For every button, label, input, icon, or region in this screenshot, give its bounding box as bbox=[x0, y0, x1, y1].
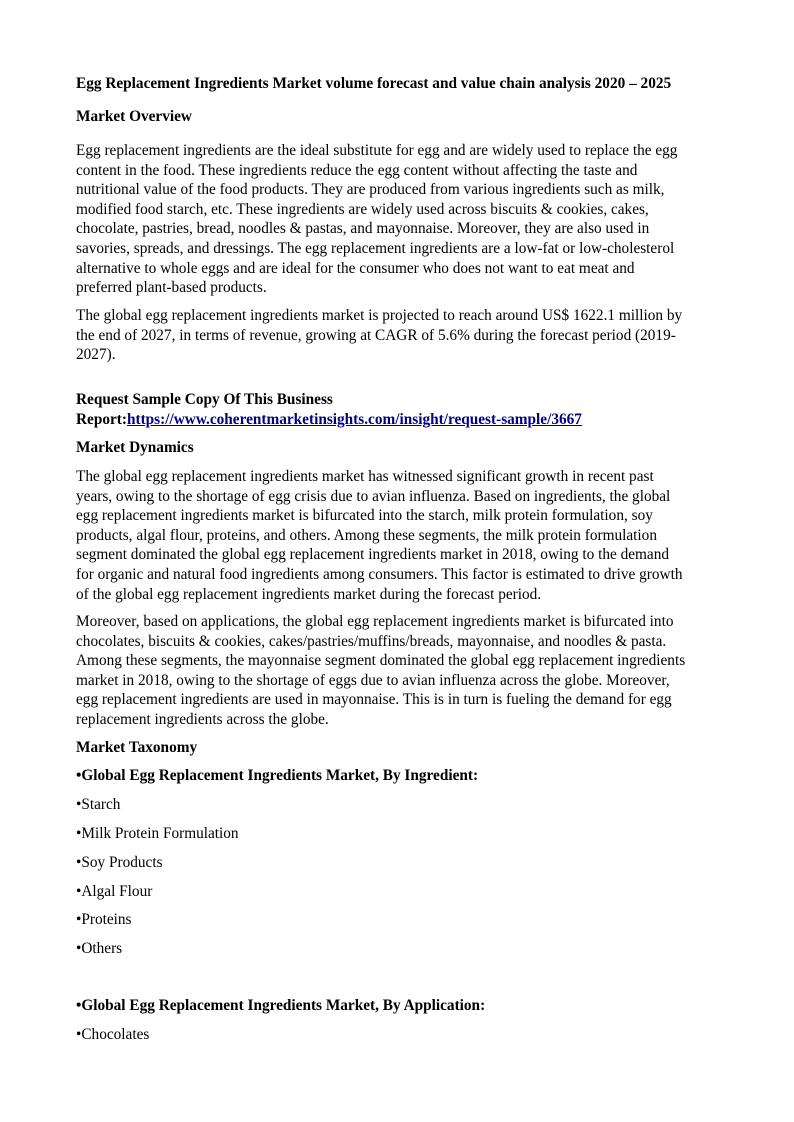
list-item: •Milk Protein Formulation bbox=[76, 825, 239, 842]
dynamics-paragraph-2 bbox=[76, 612, 736, 730]
paragraph-line: the end of 2027, in terms of revenue, growing at CAGR of 5.6% during the forecast period (2019- bbox=[76, 326, 676, 344]
document-title: Egg Replacement Ingredients Market volume forecast and value chain analysis 2020 – 2025 bbox=[76, 75, 672, 92]
request-sample-link[interactable]: https://www.coherentmarketinsights.com/insight/request-sample/3667 bbox=[126, 410, 582, 428]
paragraph-line: chocolate, pastries, bread, noodles & pastas, and mayonnaise. Moreover, they are also used in bbox=[76, 220, 650, 238]
paragraph-line: for organic and natural food ingredients among consumers. This factor is estimated to drive growth bbox=[76, 565, 683, 583]
paragraph-line: The global egg replacement ingredients market has witnessed significant growth in recent past bbox=[76, 468, 654, 485]
taxonomy-by-application: •Global Egg Replacement Ingredients Market, By Application: bbox=[76, 997, 486, 1014]
paragraph-line: Moreover, based on applications, the global egg replacement ingredients market is bifurcated into bbox=[76, 613, 674, 630]
heading-market-taxonomy: Market Taxonomy bbox=[76, 739, 198, 756]
list-item: •Algal Flour bbox=[76, 883, 153, 900]
paragraph-line: Among these segments, the mayonnaise segment dominated the global egg replacement ingredients bbox=[76, 652, 686, 670]
paragraph-line: content in the food. These ingredients reduce the egg content without affecting the taste and bbox=[76, 161, 638, 179]
paragraph-line: segment dominated the global egg replacement ingredients market in 2018, owing to the demand bbox=[76, 546, 670, 564]
list-item: •Soy Products bbox=[76, 854, 163, 871]
paragraph-line: 2027). bbox=[76, 346, 116, 364]
paragraph-line: preferred plant-based products. bbox=[76, 279, 267, 297]
request-sample-label: Report: bbox=[76, 410, 127, 428]
heading-market-overview: Market Overview bbox=[76, 108, 192, 125]
overview-paragraph-1 bbox=[76, 141, 736, 298]
heading-market-dynamics: Market Dynamics bbox=[76, 439, 194, 456]
request-sample bbox=[76, 390, 736, 429]
list-item: •Proteins bbox=[76, 911, 132, 928]
paragraph-line: market in 2018, owing to the shortage of eggs due to avian influenza across the globe. Moreover, bbox=[76, 671, 670, 689]
list-item: •Starch bbox=[76, 796, 121, 813]
overview-paragraph-2 bbox=[76, 306, 736, 365]
paragraph-line: years, owing to the shortage of egg crisis due to avian influenza. Based on ingredients, the global bbox=[76, 487, 671, 505]
paragraph-line: egg replacement ingredients are used in mayonnaise. This is in turn is fueling the demand for egg bbox=[76, 691, 672, 709]
paragraph-line: replacement ingredients across the globe. bbox=[76, 710, 329, 728]
list-item: •Chocolates bbox=[76, 1026, 150, 1043]
paragraph-line: nutritional value of the food products. They are produced from various ingredients such as milk, bbox=[76, 181, 665, 199]
taxonomy-by-ingredient: •Global Egg Replacement Ingredients Market, By Ingredient: bbox=[76, 767, 479, 784]
paragraph-line: Egg replacement ingredients are the ideal substitute for egg and are widely used to replace the egg bbox=[76, 142, 678, 159]
list-item: •Others bbox=[76, 940, 123, 957]
request-sample-text: Request Sample Copy Of This Business bbox=[76, 391, 333, 408]
paragraph-line: savories, spreads, and dressings. The egg replacement ingredients are a low-fat or low-cholesterol bbox=[76, 239, 675, 257]
paragraph-line: egg replacement ingredients market is bifurcated into the starch, milk protein formulation, soy bbox=[76, 507, 653, 525]
paragraph-line: products, algal flour, proteins, and others. Among these segments, the milk protein formulation bbox=[76, 526, 657, 544]
dynamics-paragraph-1 bbox=[76, 467, 736, 604]
paragraph-line: chocolates, biscuits & cookies, cakes/pastries/muffins/breads, mayonnaise, and noodles & pasta. bbox=[76, 632, 667, 650]
paragraph-line: alternative to whole eggs and are ideal for the consumer who does not want to eat meat and bbox=[76, 259, 635, 277]
paragraph-line: of the global egg replacement ingredients market during the forecast period. bbox=[76, 585, 542, 603]
paragraph-line: The global egg replacement ingredients market is projected to reach around US$ 1622.1 million by bbox=[76, 307, 683, 324]
paragraph-line: modified food starch, etc. These ingredients are widely used across biscuits & cookies, cakes, bbox=[76, 200, 649, 218]
